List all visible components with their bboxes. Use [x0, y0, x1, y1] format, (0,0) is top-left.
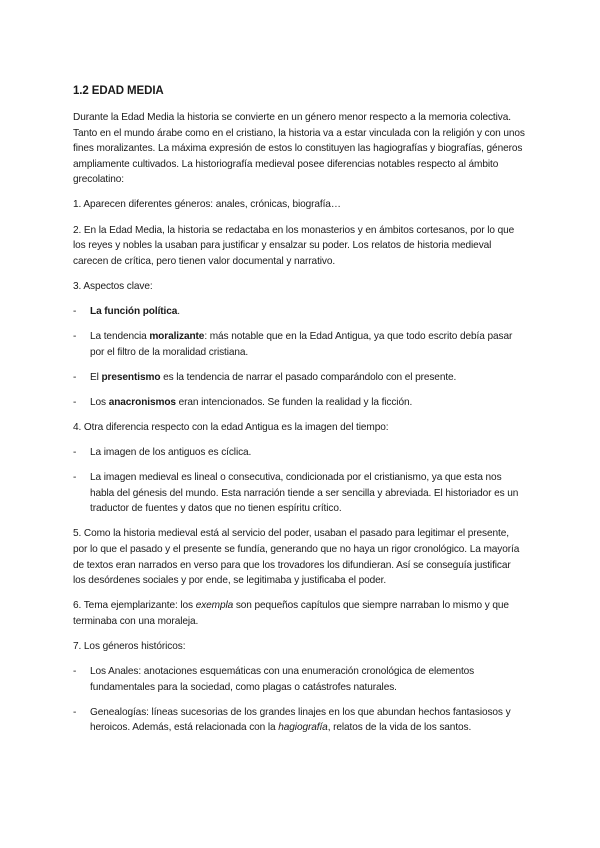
list-item	[73, 370, 525, 386]
list-item-text: : más notable que en la Edad Antigua, ya que todo escrito debía pasar por el filtro de la moralidad cristiana.	[90, 331, 513, 358]
list-item	[73, 304, 525, 320]
key-aspects-list	[73, 304, 525, 410]
list-item	[73, 445, 525, 461]
point-7-heading: 7. Los géneros históricos:	[73, 640, 186, 652]
point-3-heading: 3. Aspectos clave:	[73, 280, 153, 292]
list-item-text: El	[90, 371, 102, 383]
italic-term: hagiografía	[278, 722, 328, 734]
dash-bullet: -	[73, 305, 77, 317]
point-6-paragraph	[73, 598, 525, 629]
time-image-list	[73, 445, 525, 517]
bold-term: presentismo	[101, 371, 161, 383]
italic-term: exempla	[195, 600, 234, 612]
list-item	[73, 470, 525, 517]
list-item	[73, 705, 525, 736]
point-1-paragraph: 1. Aparecen diferentes géneros: anales, crónicas, biografía…	[73, 199, 341, 211]
dash-bullet: -	[73, 447, 77, 458]
list-item	[73, 395, 525, 411]
paragraph-text: 6. Tema ejemplarizante: los	[73, 600, 196, 612]
document-body	[73, 84, 525, 745]
list-item-text: La imagen de los antiguos es cíclica.	[90, 447, 252, 458]
list-item-text: Los	[90, 396, 109, 408]
point-5-paragraph: 5. Como la historia medieval está al servicio del poder, usaban el pasado para legitimar el presente, por lo que el pasado y el presente se fundía, generando que no haya un rigor cronológico. La mayoría de textos eran narrados en verso para que los trovadores los difundieran. Así se conseguía justificar los desórdenes sociales y por ende, se legitimaba y justificaba el poder.	[73, 528, 520, 587]
dash-bullet: -	[73, 371, 77, 383]
dash-bullet: -	[73, 666, 77, 678]
list-item-text: Los Anales: anotaciones esquemáticas con una enumeración cronológica de elementos fundamentales para la sociedad, como plagas o catástrofes naturales.	[90, 666, 475, 693]
list-item	[73, 329, 525, 360]
list-item-text: La imagen medieval es lineal o consecutiva, condicionada por el cristianismo, ya que esta nos habla del génesis del mundo. Esta narración tiende a ser sencilla y abreviada. El historiador es un traductor de fuentes y datos que no tienen espíritu crítico.	[90, 472, 519, 515]
list-item-text: La tendencia	[90, 331, 150, 343]
historical-genres-list	[73, 664, 525, 736]
dash-bullet: -	[73, 396, 77, 408]
list-item	[73, 664, 525, 695]
bold-term: moralizante	[149, 331, 205, 343]
point-4-paragraph: 4. Otra diferencia respecto con la edad Antigua es la imagen del tiempo:	[73, 421, 389, 433]
paragraph-text: son pequeños capítulos que siempre narraban lo mismo y que terminaba con una moraleja.	[73, 600, 509, 627]
dash-bullet: -	[73, 472, 77, 484]
list-item-text: es la tendencia de narrar el pasado comparándolo con el presente.	[160, 371, 457, 383]
dash-bullet: -	[73, 706, 77, 718]
list-item-text: , relatos de la vida de los santos.	[327, 722, 472, 734]
point-2-paragraph: 2. En la Edad Media, la historia se redactaba en los monasterios y en ámbitos cortesanos, por lo que los reyes y nobles la usaban para justificar y ensalzar su poder. Los relatos de historia medieval carecen de crítica, pero tienen valor documental y narrativo.	[73, 224, 515, 267]
list-item-text: eran intencionados. Se funden la realidad y la ficción.	[175, 396, 413, 408]
bold-term: La función política	[90, 305, 178, 317]
list-item-text: Genealogías: líneas sucesorias de los grandes linajes en los que abundan hechos fantasiosos y heroicos. Además, está relacionada con la	[90, 706, 511, 734]
section-heading: 1.2 EDAD MEDIA	[73, 85, 164, 97]
bold-term: anacronismos	[108, 396, 176, 408]
dash-bullet: -	[73, 331, 77, 343]
list-item-text: .	[177, 305, 180, 317]
intro-paragraph: Durante la Edad Media la historia se convierte en un género menor respecto a la memoria colectiva. Tanto en el mundo árabe como en el cristiano, la historia va a estar vinculada con la religión y con unos fines moralizantes. La máxima expresión de estos lo constituyen las hagiografías y biografías, géneros ampliamente cultivados. La historiografía medieval posee diferencias notables respecto al ámbito grecolatino:	[73, 112, 525, 186]
